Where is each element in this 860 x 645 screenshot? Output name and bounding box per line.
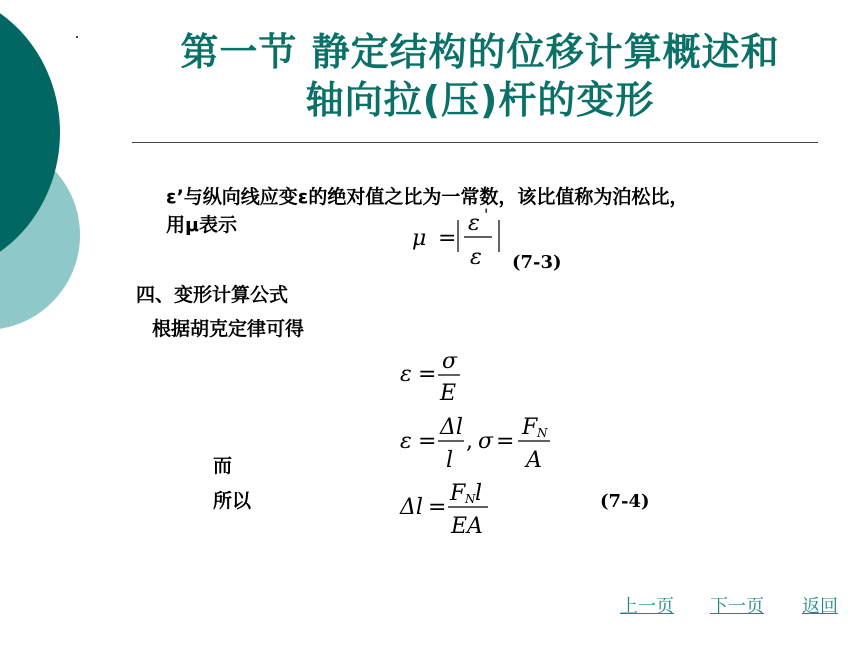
label-and: 而 — [213, 455, 233, 477]
lhs-epsilon: ε — [400, 429, 412, 454]
denominator-epsilon: ε — [470, 245, 482, 270]
equals-sign: = — [428, 495, 447, 520]
slide-title — [120, 28, 840, 124]
formula-poisson-ratio — [410, 200, 520, 274]
numerator-sigma: σ — [442, 349, 458, 374]
formula-strain-stress — [398, 412, 568, 474]
mu-symbol: μ — [412, 226, 427, 251]
subscript-n: N — [537, 426, 548, 440]
numerator-epsilon: ε — [468, 211, 480, 236]
back-link[interactable]: 返回 — [802, 596, 838, 617]
paragraph-line-2: 用μ表示 — [166, 214, 237, 236]
prev-page-link[interactable]: 上一页 — [620, 596, 674, 617]
equals-sign: = — [438, 226, 457, 251]
equation-number-7-4: (7-4) — [600, 491, 650, 512]
numerator-f: F — [522, 415, 538, 440]
numerator-delta-l: Δl — [440, 415, 463, 440]
label-therefore: 所以 — [213, 490, 252, 512]
denominator-l: l — [446, 448, 454, 473]
denominator-e: E — [440, 381, 457, 406]
subscript-n: N — [465, 492, 476, 506]
title-line-2: 轴向拉(压)杆的变形 — [305, 78, 655, 122]
comma: , — [466, 429, 473, 454]
numerator-f: F — [450, 481, 466, 506]
numerator-l: l — [475, 481, 483, 506]
lhs-epsilon: ε — [400, 362, 412, 387]
denominator-a: A — [526, 448, 542, 473]
intro-text: 根据胡克定律可得 — [152, 318, 305, 340]
next-page-link[interactable]: 下一页 — [710, 596, 764, 617]
denominator-ea: EA — [451, 514, 483, 539]
paragraph-line-1: ε’与纵向线应变ε的绝对值之比为一常数，该比值称为泊松比， — [166, 186, 689, 208]
formula-hooke — [398, 346, 478, 408]
formula-elongation — [398, 478, 508, 540]
equals-sign-2: = — [496, 429, 515, 454]
section-heading: 四、变形计算公式 — [136, 284, 289, 306]
lhs-delta-l: Δl — [400, 495, 423, 520]
equals-sign-1: = — [418, 429, 437, 454]
lhs-sigma: σ — [478, 429, 494, 454]
title-divider — [132, 142, 818, 143]
equation-number-7-3: (7-3) — [512, 252, 562, 273]
equals-sign: = — [418, 362, 437, 387]
decor-dot — [76, 36, 78, 38]
prime-mark: ' — [484, 205, 489, 224]
title-line-1: 第一节 静定结构的位移计算概述和 — [180, 30, 780, 74]
